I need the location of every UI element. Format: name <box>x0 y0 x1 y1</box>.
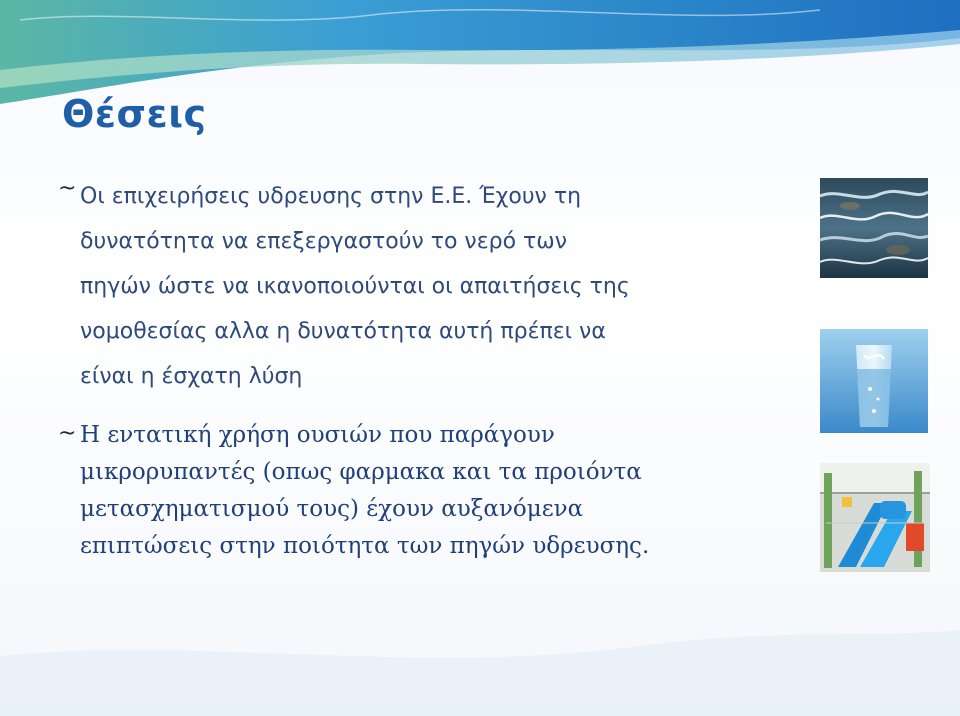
water-treatment-pipes-photo <box>820 463 930 572</box>
bullet-2-line: μετασχηματισμού τους) έχουν αυξανόμενα <box>80 496 584 522</box>
slide-title: Θέσεις <box>62 92 207 136</box>
glass-of-water-photo <box>820 329 928 433</box>
bullet-paragraph-1 <box>80 174 800 399</box>
bullet-2-line: μικρορυπαντές (οπως φαρμακα και τα προιόντα <box>80 459 642 485</box>
bullet-1-line: Οι επιχειρήσεις υδρευσης στην Ε.Ε. Έχουν τη <box>80 184 582 209</box>
bullet-1-line: πηγών ώστε να ικανοποιούνται οι απαιτήσεις της <box>80 274 630 299</box>
bullet-paragraph-2 <box>80 417 800 565</box>
bottom-wave-decoration <box>0 566 960 716</box>
bullet-1-line: δυνατότητα να επεξεργαστούν το νερό των <box>80 229 567 254</box>
water-surface-photo <box>820 178 928 278</box>
bullet-1-line: είναι η έσχατη λύση <box>80 364 303 389</box>
bullet-2-line: Η εντατική χρήση ουσιών που παράγουν <box>80 422 555 448</box>
bullet-1-line: νομοθεσίας αλλα η δυνατότητα αυτή πρέπει να <box>80 319 606 344</box>
bullet-2-line: επιπτώσεις στην ποιότητα των πηγών υδρευσης. <box>80 533 650 559</box>
bullet-tilde-icon: ~ <box>58 176 77 201</box>
bullet-tilde-icon: ~ <box>58 421 77 446</box>
